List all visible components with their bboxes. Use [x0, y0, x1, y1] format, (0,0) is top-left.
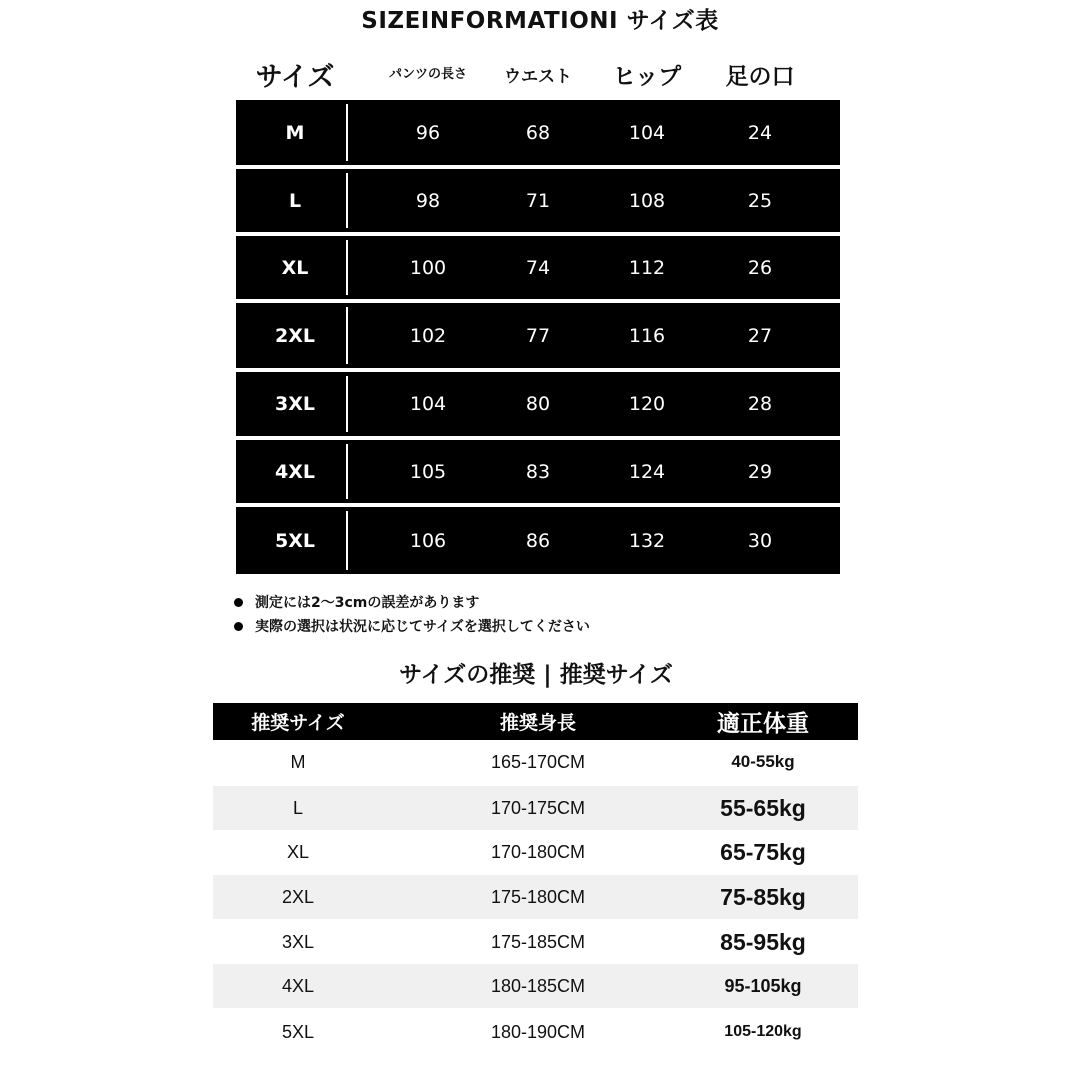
cell-size: 2XL [275, 324, 315, 347]
cell-hem: 25 [747, 189, 773, 212]
recommend-row [213, 875, 858, 919]
cell-length: 104 [409, 393, 447, 415]
header-recommended-size: 推奨サイズ [251, 712, 345, 734]
cell-hip: 124 [628, 460, 666, 483]
cell-hem: 27 [747, 324, 773, 347]
header-waist: ウエスト [504, 66, 572, 87]
header-hip: ヒップ [612, 63, 682, 90]
cell-length: 100 [409, 256, 447, 279]
cell-waist: 83 [525, 460, 551, 483]
recommend-row [213, 964, 858, 1008]
cell-size: XL [286, 841, 310, 862]
recommend-row [213, 786, 858, 830]
cell-waist: 74 [525, 256, 551, 279]
recommend-row [213, 830, 858, 874]
cell-height: 170-175CM [490, 797, 586, 818]
header-size: サイズ [255, 61, 335, 93]
cell-weight: 105-120kg [724, 1023, 802, 1040]
recommend-row [213, 740, 858, 784]
page-title: SIZEINFORMATIONI サイズ表 [361, 8, 719, 34]
cell-waist: 71 [525, 189, 551, 212]
size-table-row [236, 372, 840, 436]
cell-hem: 28 [747, 393, 773, 415]
size-table-header [236, 50, 840, 98]
cell-hip: 116 [628, 324, 666, 347]
cell-size: 5XL [281, 1021, 315, 1042]
cell-hip: 120 [628, 393, 666, 415]
cell-waist: 86 [525, 529, 551, 552]
cell-waist: 80 [525, 393, 551, 415]
cell-weight: 95-105kg [724, 975, 802, 996]
cell-hip: 132 [628, 529, 666, 552]
cell-waist: 68 [525, 121, 551, 144]
cell-size: M [285, 121, 305, 144]
cell-size: L [288, 189, 302, 212]
cell-length: 106 [409, 529, 447, 552]
note-text: 実際の選択は状況に応じてサイズを選択してください [255, 619, 590, 635]
recommend-row [213, 1010, 858, 1054]
cell-height: 165-170CM [490, 751, 586, 772]
cell-hem: 30 [747, 529, 773, 552]
note-item [234, 592, 479, 612]
cell-size: 3XL [275, 393, 315, 415]
size-table-row [236, 507, 840, 574]
cell-size: 2XL [281, 886, 315, 907]
cell-weight: 85-95kg [720, 928, 806, 955]
cell-weight: 65-75kg [720, 838, 806, 865]
size-table-row [236, 236, 840, 299]
cell-height: 170-180CM [490, 841, 586, 862]
header-pants-length: パンツの長さ [388, 66, 467, 82]
size-table-row [236, 440, 840, 503]
cell-height: 180-190CM [490, 1021, 586, 1042]
cell-height: 175-185CM [490, 931, 586, 952]
cell-size: 3XL [281, 931, 315, 952]
cell-size: XL [281, 256, 309, 279]
note-text: 測定には2～3cmの誤差があります [255, 595, 480, 611]
cell-size: 4XL [275, 460, 315, 483]
cell-length: 98 [415, 189, 441, 212]
size-table-row [236, 100, 840, 165]
cell-size: L [292, 797, 303, 818]
cell-hem: 29 [747, 460, 773, 483]
bullet-icon [234, 598, 243, 607]
header-recommended-height: 推奨身長 [499, 712, 576, 734]
recommend-table-header [213, 703, 858, 740]
cell-waist: 77 [525, 324, 551, 347]
header-proper-weight: 適正体重 [717, 711, 809, 737]
size-table-row [236, 303, 840, 368]
cell-hem: 26 [747, 256, 773, 279]
recommend-title: サイズの推奨 | 推奨サイズ [399, 662, 673, 688]
cell-hem: 24 [747, 121, 773, 144]
cell-height: 180-185CM [490, 975, 586, 996]
cell-height: 175-180CM [490, 886, 586, 907]
cell-hip: 112 [628, 256, 666, 279]
size-table-row [236, 169, 840, 232]
header-hem: 足の口 [725, 63, 795, 90]
recommend-row [213, 920, 858, 964]
cell-hip: 104 [628, 121, 666, 144]
note-item [234, 616, 590, 636]
cell-weight: 55-65kg [720, 794, 806, 821]
bullet-icon [234, 622, 243, 631]
cell-weight: 40-55kg [731, 752, 795, 771]
cell-size: 5XL [275, 529, 315, 552]
cell-size: M [290, 751, 306, 772]
cell-length: 105 [409, 460, 447, 483]
cell-size: 4XL [281, 975, 315, 996]
cell-weight: 75-85kg [720, 883, 806, 910]
cell-length: 96 [415, 121, 441, 144]
cell-length: 102 [409, 324, 447, 347]
cell-hip: 108 [628, 189, 666, 212]
